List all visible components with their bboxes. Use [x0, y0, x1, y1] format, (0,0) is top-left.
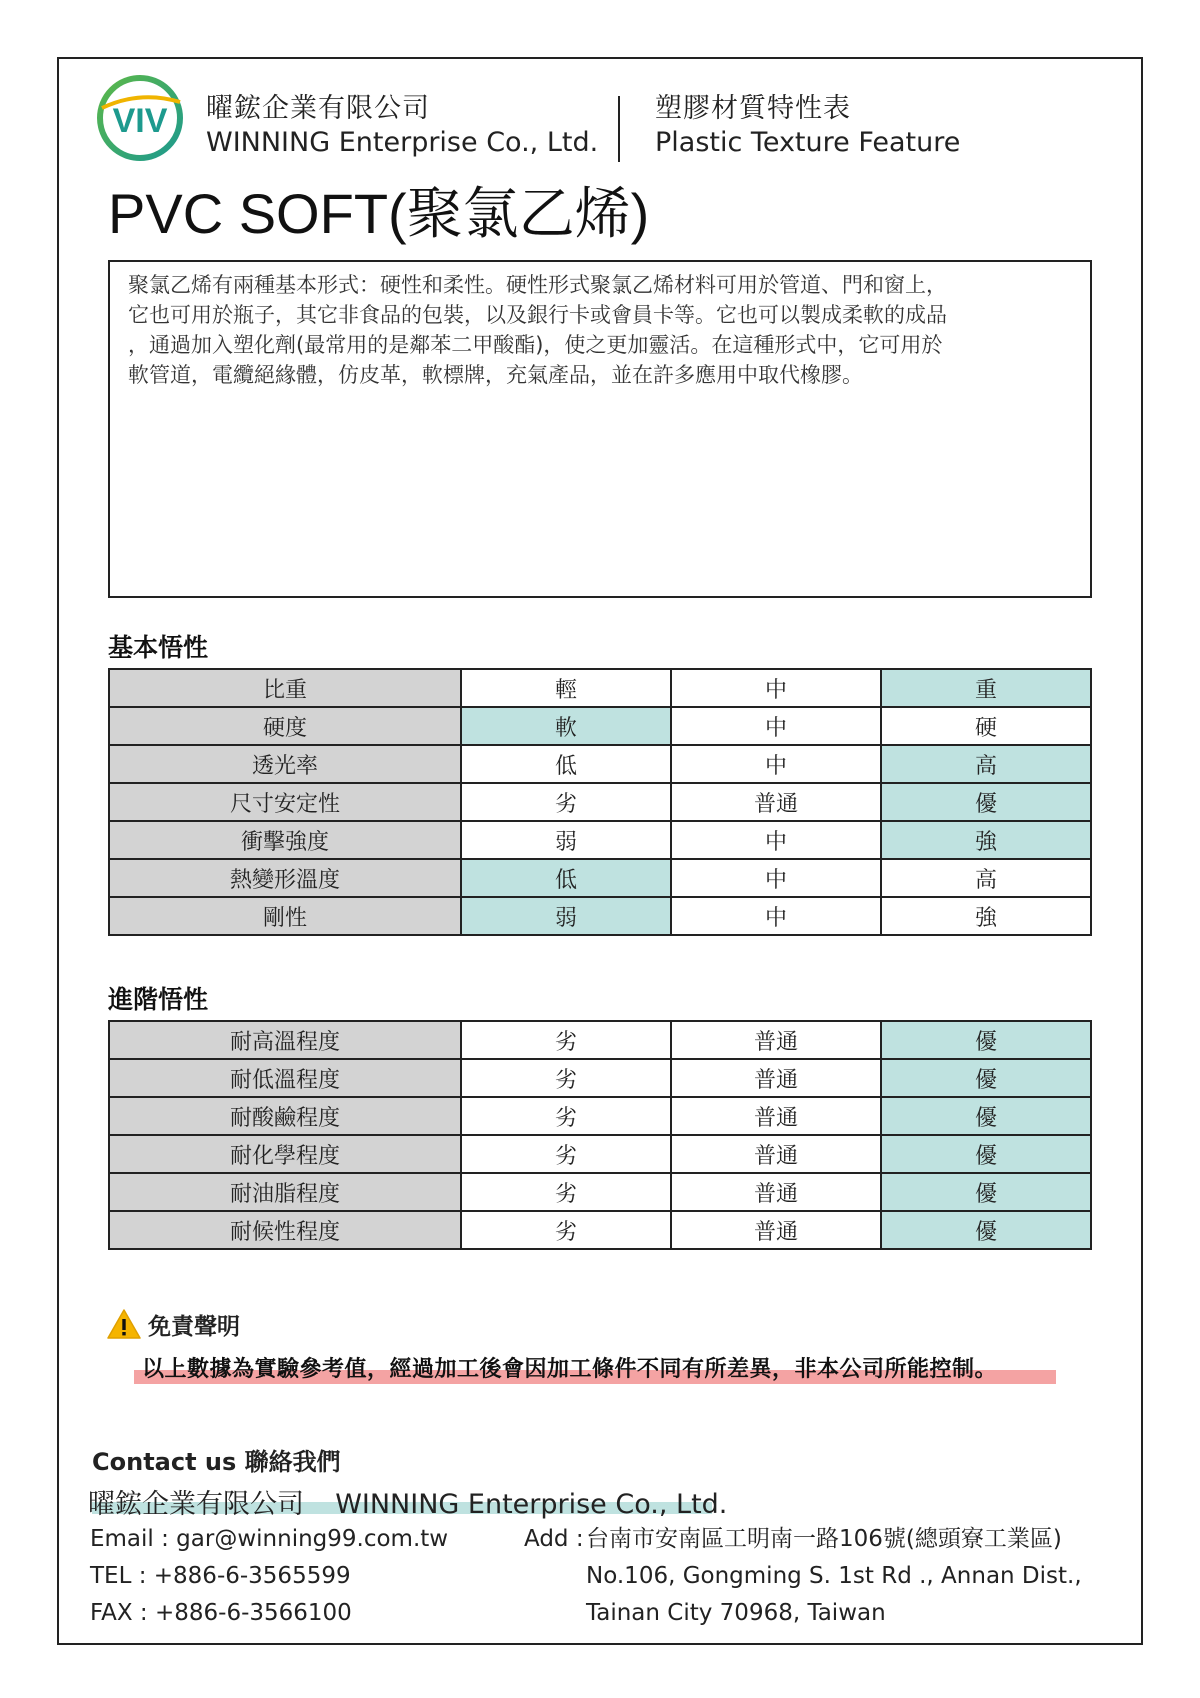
property-level-1: 劣 — [461, 1021, 671, 1059]
property-level-2: 普通 — [671, 1211, 881, 1249]
property-level-2: 普通 — [671, 783, 881, 821]
contact-address-en-2: Tainan City 70968, Taiwan — [586, 1600, 886, 1626]
header-divider — [618, 96, 620, 162]
description-box — [108, 260, 1092, 598]
advanced-properties-heading: 進階悟性 — [108, 985, 209, 1014]
contact-email[interactable]: Email : gar@winning99.com.tw — [90, 1526, 449, 1552]
property-level-1: 低 — [461, 859, 671, 897]
property-label: 衝擊強度 — [109, 821, 461, 859]
property-row — [109, 1097, 1091, 1135]
property-label: 熱變形溫度 — [109, 859, 461, 897]
company-name-en: WINNING Enterprise Co., Ltd. — [206, 127, 599, 158]
svg-text:VIV: VIV — [112, 102, 168, 140]
property-level-3: 硬 — [881, 707, 1091, 745]
company-logo — [94, 72, 186, 164]
contact-fax: FAX : +886-6-3566100 — [90, 1600, 352, 1626]
property-level-3: 優 — [881, 1021, 1091, 1059]
property-level-3: 優 — [881, 1097, 1091, 1135]
property-row — [109, 859, 1091, 897]
property-level-2: 中 — [671, 821, 881, 859]
property-level-2: 中 — [671, 897, 881, 935]
contact-company — [88, 1482, 727, 1521]
property-level-1: 劣 — [461, 1211, 671, 1249]
property-level-2: 中 — [671, 669, 881, 707]
property-label: 剛性 — [109, 897, 461, 935]
document-type — [655, 92, 960, 160]
property-label: 耐化學程度 — [109, 1135, 461, 1173]
property-level-2: 普通 — [671, 1021, 881, 1059]
warning-icon — [106, 1308, 142, 1340]
property-row — [109, 1021, 1091, 1059]
contact-company-zh: 曜鋐企業有限公司 — [88, 1489, 304, 1520]
advanced-properties-table — [108, 1020, 1092, 1250]
property-level-2: 中 — [671, 707, 881, 745]
property-label: 透光率 — [109, 745, 461, 783]
property-row — [109, 1173, 1091, 1211]
contact-tel[interactable]: TEL : +886-6-3565599 — [90, 1563, 351, 1589]
property-level-2: 普通 — [671, 1059, 881, 1097]
contact-address-label: Add : — [524, 1526, 584, 1552]
property-level-3: 優 — [881, 1173, 1091, 1211]
property-row — [109, 783, 1091, 821]
property-level-1: 軟 — [461, 707, 671, 745]
property-level-1: 劣 — [461, 1173, 671, 1211]
property-level-2: 中 — [671, 745, 881, 783]
property-label: 耐高溫程度 — [109, 1021, 461, 1059]
property-level-2: 中 — [671, 859, 881, 897]
contact-address-en-1: No.106, Gongming S. 1st Rd ., Annan Dist., — [586, 1563, 1082, 1589]
property-level-2: 普通 — [671, 1173, 881, 1211]
property-label: 比重 — [109, 669, 461, 707]
property-level-3: 優 — [881, 783, 1091, 821]
description-line: 軟管道，電纜絕緣體，仿皮革，軟標牌，充氣產品，並在許多應用中取代橡膠。 — [128, 363, 863, 387]
property-level-1: 低 — [461, 745, 671, 783]
property-level-1: 劣 — [461, 1135, 671, 1173]
property-level-3: 優 — [881, 1211, 1091, 1249]
contact-heading: Contact us 聯絡我們 — [92, 1448, 341, 1476]
property-row — [109, 1135, 1091, 1173]
property-label: 尺寸安定性 — [109, 783, 461, 821]
property-level-1: 弱 — [461, 821, 671, 859]
disclaimer-heading: 免責聲明 — [148, 1314, 240, 1340]
description-line: 它也可用於瓶子，其它非食品的包裝，以及銀行卡或會員卡等。它也可以製成柔軟的成品 — [128, 303, 947, 327]
company-name-zh: 曜鋐企業有限公司 — [206, 93, 430, 124]
property-level-1: 輕 — [461, 669, 671, 707]
property-level-3: 優 — [881, 1135, 1091, 1173]
document-type-zh: 塑膠材質特性表 — [655, 93, 851, 124]
property-level-3: 高 — [881, 745, 1091, 783]
disclaimer-text: 以上數據為實驗參考值，經過加工後會因加工條件不同有所差異，非本公司所能控制。 — [142, 1357, 998, 1382]
property-row — [109, 897, 1091, 935]
property-level-1: 弱 — [461, 897, 671, 935]
property-row — [109, 745, 1091, 783]
property-row — [109, 821, 1091, 859]
property-level-3: 強 — [881, 821, 1091, 859]
property-level-1: 劣 — [461, 1059, 671, 1097]
property-level-2: 普通 — [671, 1097, 881, 1135]
contact-company-en: WINNING Enterprise Co., Ltd. — [335, 1489, 728, 1520]
property-level-3: 重 — [881, 669, 1091, 707]
property-level-1: 劣 — [461, 1097, 671, 1135]
basic-properties-table — [108, 668, 1092, 936]
document-type-en: Plastic Texture Feature — [655, 127, 961, 158]
property-level-1: 劣 — [461, 783, 671, 821]
property-label: 耐候性程度 — [109, 1211, 461, 1249]
material-title: PVC SOFT(聚氯乙烯) — [108, 182, 650, 245]
property-label: 耐酸鹼程度 — [109, 1097, 461, 1135]
property-level-3: 高 — [881, 859, 1091, 897]
property-row — [109, 707, 1091, 745]
property-row — [109, 1059, 1091, 1097]
property-level-2: 普通 — [671, 1135, 881, 1173]
property-row — [109, 1211, 1091, 1249]
property-label: 硬度 — [109, 707, 461, 745]
basic-properties-heading: 基本悟性 — [108, 633, 209, 662]
company-name — [206, 92, 598, 160]
property-label: 耐油脂程度 — [109, 1173, 461, 1211]
property-level-3: 強 — [881, 897, 1091, 935]
property-label: 耐低溫程度 — [109, 1059, 461, 1097]
description-line: ，通過加入塑化劑(最常用的是鄰苯二甲酸酯)，使之更加靈活。在這種形式中，它可用於 — [128, 333, 943, 357]
contact-address-zh: 台南市安南區工明南一路106號(總頭寮工業區) — [586, 1526, 1062, 1552]
property-row — [109, 669, 1091, 707]
property-level-3: 優 — [881, 1059, 1091, 1097]
description-line: 聚氯乙烯有兩種基本形式：硬性和柔性。硬性形式聚氯乙烯材料可用於管道、門和窗上， — [128, 273, 947, 297]
